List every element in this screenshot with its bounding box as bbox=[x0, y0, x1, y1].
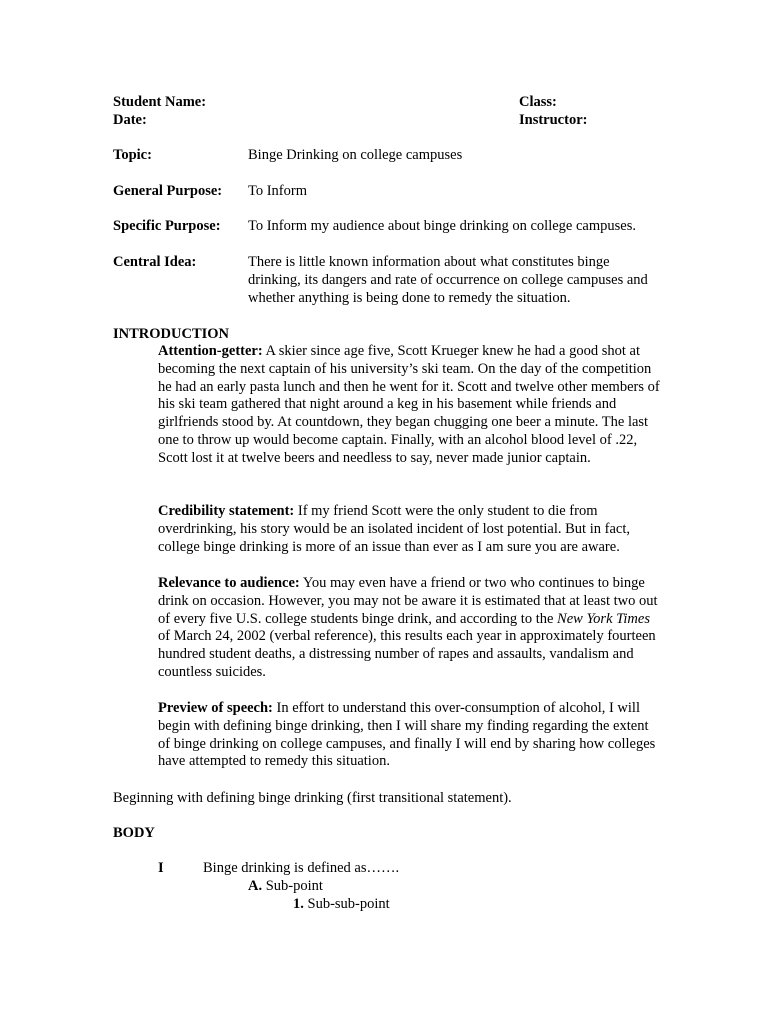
preview-text: In effort to understand this over-consumption of alcohol, I will begin with defining binge drinking, then I will share my finding regarding the extent of binge drinking on college campuses, and finally I will end by sharing how colleges have attempted to remedy this situation. bbox=[158, 700, 656, 770]
sub-point bbox=[248, 878, 323, 896]
relevance-label: Relevance to audience: bbox=[158, 575, 300, 591]
header-left bbox=[113, 94, 206, 130]
attention-getter-label: Attention-getter: bbox=[158, 343, 263, 359]
preview-paragraph bbox=[158, 700, 663, 771]
introduction-heading: INTRODUCTION bbox=[113, 326, 230, 342]
relevance-text-2: of March 24, 2002 (verbal reference), this results each year in approximately fourteen hundred student deaths, a distressing number of rapes and assaults, vandalism and countless suicides. bbox=[158, 628, 656, 680]
transition-statement: Beginning with defining binge drinking (first transitional statement). bbox=[113, 790, 512, 806]
relevance-source: New York Times bbox=[557, 610, 650, 627]
central-idea-label: Central Idea: bbox=[113, 254, 197, 270]
class-label: Class: bbox=[519, 94, 557, 110]
credibility-label: Credibility statement: bbox=[158, 503, 295, 519]
credibility-text: If my friend Scott were the only student to die from overdrinking, his story would be an isolated incident of lost potential. But in fact, college binge drinking is more of an issue than ever as I am sure you are aware. bbox=[158, 503, 630, 555]
sub-sub-point-text: Sub-sub-point bbox=[303, 896, 390, 912]
credibility-paragraph bbox=[158, 503, 663, 556]
general-purpose-label: General Purpose: bbox=[113, 183, 223, 199]
header-right bbox=[519, 94, 587, 130]
central-idea-value: There is little known information about what constitutes binge drinking, its dangers and rate of occurrence on college campuses and whether anything is being done to remedy the situation. bbox=[248, 254, 648, 306]
instructor-label: Instructor: bbox=[519, 111, 588, 128]
relevance-paragraph bbox=[158, 575, 663, 682]
date-label: Date: bbox=[113, 111, 147, 128]
body-heading: BODY bbox=[113, 825, 155, 841]
sub-point-label: A. bbox=[248, 878, 263, 894]
specific-purpose-label: Specific Purpose: bbox=[113, 218, 221, 234]
topic-label: Topic: bbox=[113, 147, 152, 163]
relevance-text-1: You may even have a friend or two who continues to binge drink on occasion. However, you may not be aware it is estimated that at least two out of every five U.S. college students binge drink, and according to the bbox=[158, 575, 658, 627]
student-name-label: Student Name: bbox=[113, 94, 207, 110]
sub-sub-point-label: 1. bbox=[293, 896, 304, 912]
main-point-text: Binge drinking is defined as……. bbox=[203, 860, 400, 876]
sub-sub-point bbox=[293, 896, 390, 914]
attention-getter-text: A skier since age five, Scott Krueger knew he had a good shot at becoming the next captain of his university’s ski team. On the day of the competition he had an early pasta lunch and then he went for it. Scott and twelve other members of his ski team gathered that night around a keg in his basement while friends and girlfriends stood by. At countdown, they began chugging one beer a minute. The last one to throw up would become captain. Finally, with an alcohol blood level of .22, Scott lost it at twelve beers and needless to say, never made junior captain. bbox=[158, 343, 660, 466]
sub-point-text: Sub-point bbox=[262, 878, 323, 894]
topic-value: Binge Drinking on college campuses bbox=[248, 147, 463, 163]
general-purpose-value: To Inform bbox=[248, 183, 307, 199]
specific-purpose-value: To Inform my audience about binge drinking on college campuses. bbox=[248, 218, 636, 234]
attention-getter-paragraph bbox=[158, 343, 663, 468]
main-point-numeral: I bbox=[158, 860, 164, 876]
preview-label: Preview of speech: bbox=[158, 700, 273, 716]
